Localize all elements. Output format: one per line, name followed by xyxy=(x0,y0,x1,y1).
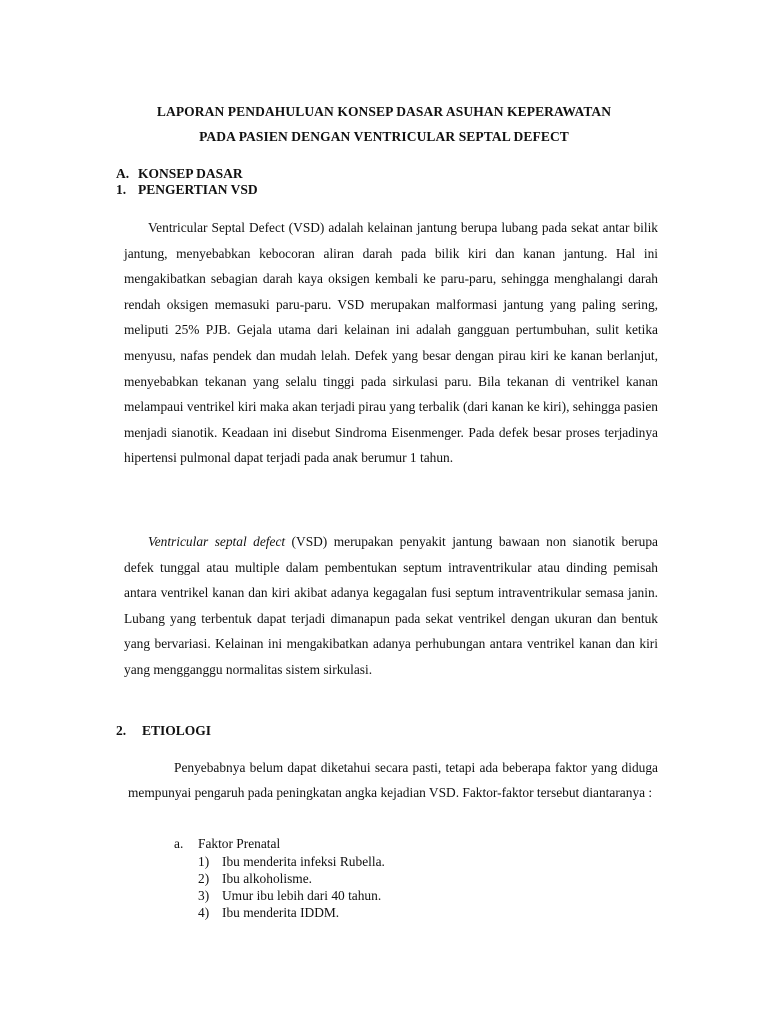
section-2-number: 2. xyxy=(116,723,127,738)
prenatal-factor-list xyxy=(198,853,385,921)
section-1-label: PENGERTIAN VSD xyxy=(138,182,258,197)
list-item xyxy=(198,904,385,921)
section-2-heading xyxy=(116,723,211,739)
paragraph-2-italic-term: Ventricular septal defect xyxy=(148,534,286,549)
section-a-label: KONSEP DASAR xyxy=(138,166,243,181)
sub-item-a-label: Faktor Prenatal xyxy=(198,836,281,851)
list-item-number: 2) xyxy=(198,871,210,886)
list-item-number: 1) xyxy=(198,854,210,869)
document-title-line-1: LAPORAN PENDAHULUAN KONSEP DASAR ASUHAN KEPERAWATAN xyxy=(156,104,612,119)
section-a-heading xyxy=(116,166,243,182)
list-item xyxy=(198,887,385,904)
list-item-text: Ibu alkoholisme. xyxy=(222,871,313,886)
document-title-line-2: PADA PASIEN DENGAN VENTRICULAR SEPTAL DEFECT xyxy=(199,129,569,144)
paragraph-2-body: (VSD) merupakan penyakit jantung bawaan non sianotik berupa defek tunggal atau multiple dalam pembentukan septum intraventrikular atau dinding pemisah antara ventrikel kanan dan kiri akibat adanya kegagalan fusi septum intraventrikular semasa janin. Lubang yang terbentuk dapat terjadi dimanapun pada sekat ventrikel dengan ukuran dan bentuk yang bervariasi. Kelainan ini mengakibatkan adanya perhubungan antara ventrikel kanan dan kiri yang mengganggu normalitas sistem sirkulasi. xyxy=(124,534,658,677)
paragraph-etiology: Penyebabnya belum dapat diketahui secara pasti, tetapi ada beberapa faktor yang diduga mempunyai pengaruh pada peningkatan angka kejadian VSD. Faktor-faktor tersebut diantaranya : xyxy=(128,760,658,800)
section-2-label: ETIOLOGI xyxy=(142,723,212,738)
list-item-text: Ibu menderita IDDM. xyxy=(222,905,340,920)
list-item xyxy=(198,870,385,887)
section-a-number: A. xyxy=(116,166,130,181)
list-item-text: Umur ibu lebih dari 40 tahun. xyxy=(222,888,382,903)
section-1-number: 1. xyxy=(116,182,127,197)
section-1-heading xyxy=(116,182,258,198)
list-item-text: Ibu menderita infeksi Rubella. xyxy=(222,854,385,869)
list-item-number: 4) xyxy=(198,905,210,920)
paragraph-definition-2 xyxy=(124,529,658,683)
list-item xyxy=(198,853,385,870)
paragraph-definition-1: Ventricular Septal Defect (VSD) adalah kelainan jantung berupa lubang pada sekat antar bilik jantung, menyebabkan kebocoran aliran darah pada bilik kiri dan kanan jantung. Hal ini mengakibatkan sebagian darah kaya oksigen kembali ke paru-paru, sehingga menghalangi darah rendah oksigen memasuki paru-paru. VSD merupakan malformasi jantung yang paling sering, meliputi 25% PJB. Gejala utama dari kelainan ini adalah gangguan pertumbuhan, sulit ketika menyusu, nafas pendek dan mudah lelah. Defek yang besar dengan pirau kiri ke kanan berlanjut, menyebabkan tekanan yang selalu tinggi pada sirkulasi paru. Bila tekanan di ventrikel kanan melampaui ventrikel kiri maka akan terjadi pirau yang terbalik (dari kanan ke kiri), sehingga pasien menjadi sianotik. Keadaan ini disebut Sindroma Eisenmenger. Pada defek besar proses terjadinya hipertensi pulmonal dapat terjadi pada anak berumur 1 tahun. xyxy=(124,220,658,466)
sub-item-a-letter: a. xyxy=(174,836,184,851)
sub-item-a xyxy=(174,836,280,852)
list-item-number: 3) xyxy=(198,888,210,903)
